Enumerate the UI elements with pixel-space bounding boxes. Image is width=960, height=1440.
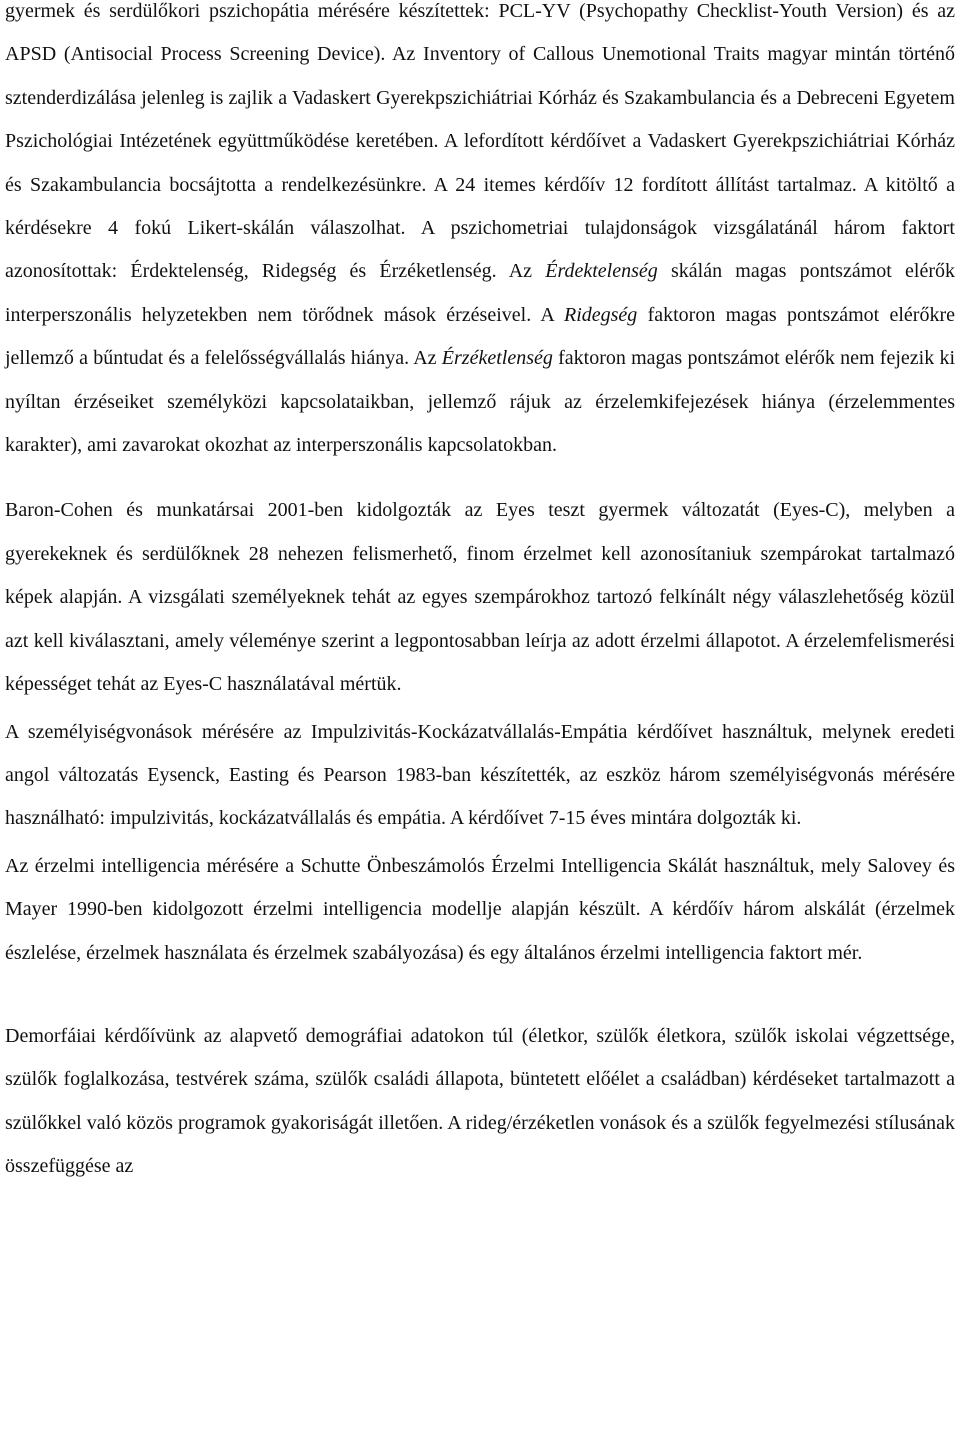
term-ridegseg: Ridegség xyxy=(564,303,638,326)
paragraph-spacer xyxy=(5,975,955,1015)
document-page xyxy=(5,0,955,1189)
paragraph-text: gyermek és serdülőkori pszichopátia mérésére készítettek: PCL-YV (Psychopathy Checklist-Youth Version) és az APSD (Antisocial Process Screening Device). Az Inventory of Callous Unemotional Traits magyar mintán történő sztenderdizálása jelenleg is zajlik a Vadaskert Gyerekpszichiátriai Kórház és Szakambulancia és a Debreceni Egyetem Pszichológiai Intézetének együttműködése keretében. A lefordított kérdőívet a Vadaskert Gyerekpszichiátriai Kórház és Szakambulancia bocsájtotta a rendelkezésünkre. A 24 itemes kérdőív 12 fordított állítást tartalmaz. A kitöltő a kérdésekre 4 fokú Likert-skálán válaszolhat. A pszichometriai tulajdonságok vizsgálatánál három faktort azonosítottak: Érdektelenség, Ridegség és Érzéketlenség. Az xyxy=(5,0,955,283)
paragraph-text: faktoron magas pontszámot elérők nem fejezik ki nyíltan érzéseiket személyközi kapcsolataikban, jellemző rájuk az érzelemkifejezések hiánya (érzelemmentes karakter), ami zavarokat okozhat az interperszonális kapcsolatokban. xyxy=(5,347,956,457)
paragraph-text: skálán magas pontszámot elérők interperszonális helyzetekben nem törődnek mások érzéseivel. A xyxy=(5,260,955,326)
paragraph-demographics: Demorfáiai kérdőívünk az alapvető demográfiai adatokon túl (életkor, szülők életkora, szülők iskolai végzettsége, szülők foglalkozása, testvérek száma, szülők családi állapota, büntetett előélet a családban) kérdéseket tartalmazott a szülőkkel való közös programok gyakoriságát illetően. A rideg/érzéketlen vonások és a szülők fegyelmezési stílusának összefüggése az xyxy=(5,1024,955,1178)
term-erdektelenseg: Érdektelenség xyxy=(545,260,658,283)
paragraph-spacer xyxy=(5,467,955,489)
paragraph-text: faktoron magas pontszámot elérőkre jellemző a bűntudat és a felelősségvállalás hiánya. Az xyxy=(5,303,955,370)
term-erzeketlenseg: Érzéketlenség xyxy=(441,347,553,370)
paragraph-personality: A személyiségvonások mérésére az Impulzivitás-Kockázatvállalás-Empátia kérdőívet használtuk, melynek eredeti angol változatás Eysenck, Easting és Pearson 1983-ban készítették, az eszköz három személyiségvonás mérésére használható: impulzivitás, kockázatvállalás és empátia. A kérdőívet 7-15 éves mintára dolgozták ki. xyxy=(5,720,955,830)
paragraph-eyes-test: Baron-Cohen és munkatársai 2001-ben kidolgozták az Eyes teszt gyermek változatát (Eyes-C), melyben a gyerekeknek és serdülőknek 28 nehezen felismerhető, finom érzelmet kell azonosítaniuk szempárokat tartalmazó képek alapján. A vizsgálati személyeknek tehát az egyes szempárokhoz tartozó felkínált négy válaszlehetőség közül azt kell kiválasztani, amely véleménye szerint a legpontosabban leírja az adott érzelmi állapotot. A érzelemfelismerési képességet tehát az Eyes-C használatával mértük. xyxy=(5,499,955,696)
paragraph-icu-inventory xyxy=(5,0,955,467)
paragraph-emotional-intelligence: Az érzelmi intelligencia mérésére a Schutte Önbeszámolós Érzelmi Intelligencia Skálát használtuk, mely Salovey és Mayer 1990-ben kidolgozott érzelmi intelligencia modellje alapján készült. A kérdőív három alskálát (érzelmek észlelése, érzelmek használata és érzelmek szabályozása) és egy általános érzelmi intelligencia faktort mér. xyxy=(5,854,955,964)
